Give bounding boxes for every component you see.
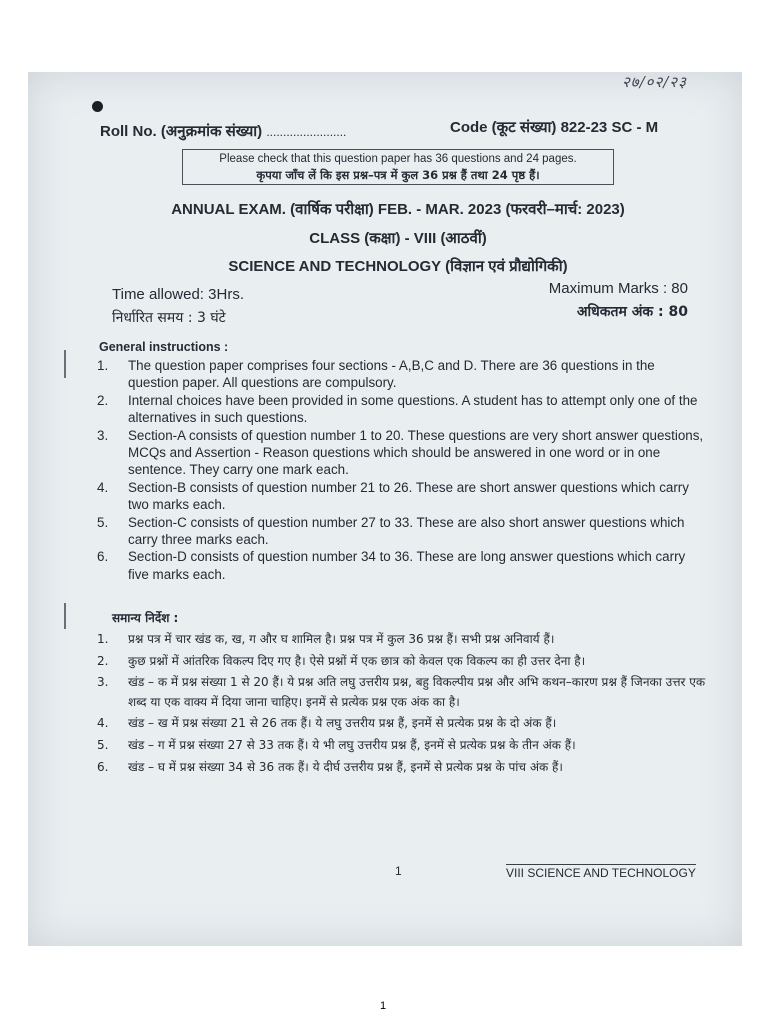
list-item — [97, 736, 709, 756]
list-item — [97, 427, 709, 479]
time-allowed: Time allowed: 3Hrs. — [112, 286, 244, 303]
roll-label-text: Roll No. (अनुक्रमांक संख्या) — [100, 123, 263, 140]
class-title: CLASS (कक्षा) - VIII (आठवीं) — [309, 230, 487, 247]
item-number: 5. — [97, 737, 109, 752]
item-text: Section-A consists of question number 1 to 20. These questions are very short answer questions, MCQs and Assertion - Reason questions which should be answered in one word or in one sentence. They carry one mark each. — [128, 427, 704, 478]
roll-number-blank: ........................ — [266, 125, 347, 139]
list-item — [97, 714, 709, 734]
paper-code: Code (कूट संख्या) 822-23 SC - M — [450, 119, 659, 136]
subject-title: SCIENCE AND TECHNOLOGY (विज्ञान एवं प्रौद्योगिकी) — [228, 258, 568, 275]
exam-title: ANNUAL EXAM. (वार्षिक परीक्षा) FEB. - MAR. 2023 (फरवरी–मार्च: 2023) — [171, 201, 625, 218]
list-item — [97, 514, 709, 549]
item-number: 5. — [97, 514, 109, 530]
general-instructions-list — [97, 357, 709, 583]
item-number: 3. — [97, 675, 109, 690]
item-text: Section-C consists of question number 27 to 33. These are also short answer questions which carry three marks each. — [128, 514, 685, 548]
list-item — [97, 652, 709, 672]
item-text: खंड – क में प्रश्न संख्या 1 से 20 हैं। ये प्रश्न अति लघु उत्तरीय प्रश्न, बहु विकल्पीय प्रश्न और अभि कथन–कारण प्रश्न हैं जिनका उत्तर एक शब्द या एक वाक्य में दिया जाना चाहिए। इनमें से प्रत्येक प्रश्न एक अंक का है। — [128, 675, 706, 709]
list-item — [97, 357, 709, 392]
margin-pen-mark — [64, 603, 66, 629]
list-item — [97, 673, 709, 712]
item-number: 6. — [97, 759, 109, 774]
list-item — [97, 548, 709, 583]
item-number: 2. — [97, 653, 109, 668]
item-number: 1. — [97, 632, 109, 646]
maximum-marks: Maximum Marks : 80 — [548, 280, 688, 297]
item-text: कुछ प्रश्नों में आंतरिक विकल्प दिए गए है। ऐसे प्रश्नों में एक छात्र को केवल एक विकल्प का ही उत्तर देना है। — [128, 653, 586, 668]
item-number: 4. — [97, 479, 109, 495]
footer-subject-label: VIII SCIENCE AND TECHNOLOGY — [506, 866, 696, 880]
item-number: 3. — [97, 427, 109, 443]
list-item — [97, 392, 709, 427]
time-allowed-hindi: निर्धारित समय : 3 घंटे — [112, 310, 226, 326]
list-item — [97, 630, 709, 650]
roll-number-label — [100, 121, 346, 141]
bullet-mark — [92, 101, 103, 112]
general-instructions-heading: General instructions : — [99, 340, 229, 354]
margin-pen-mark — [64, 350, 66, 378]
item-text: The question paper comprises four sections - A,B,C and D. There are 36 questions in the question paper. All questions are compulsory. — [128, 358, 655, 391]
list-item — [97, 479, 709, 514]
item-text: Section-D consists of question number 34 to 36. These are long answer questions which carry five marks each. — [128, 549, 686, 582]
maximum-marks-hindi: अधिकतम अंक : 80 — [576, 304, 688, 320]
notice-english: Please check that this question paper has 36 questions and 24 pages. — [219, 153, 577, 165]
item-text: खंड – घ में प्रश्न संख्या 34 से 36 तक हैं। ये दीर्घ उत्तरीय प्रश्न हैं, इनमें से प्रत्येक प्रश्न के पांच अंक हैं। — [128, 759, 563, 774]
item-number: 2. — [97, 392, 109, 408]
item-text: खंड – ख में प्रश्न संख्या 21 से 26 तक हैं। ये लघु उत्तरीय प्रश्न हैं, इनमें से प्रत्येक प्रश्न के दो अंक हैं। — [128, 716, 557, 731]
hindi-instructions-heading: समान्य निर्देश : — [112, 611, 179, 625]
list-item — [97, 758, 709, 778]
page-number: 1 — [395, 864, 402, 878]
hindi-instructions-list — [97, 630, 709, 779]
handwritten-date: २७/०२/२३ — [622, 73, 687, 91]
item-number: 6. — [97, 549, 109, 565]
page-count-notice — [182, 149, 614, 185]
pdf-page-number: 1 — [380, 1000, 387, 1012]
notice-hindi: कृपया जाँच लें कि इस प्रश्न–पत्र में कुल 36 प्रश्न हैं तथा 24 पृष्ठ हैं। — [256, 168, 540, 182]
item-number: 1. — [97, 358, 109, 373]
item-number: 4. — [97, 716, 109, 731]
item-text: Internal choices have been provided in some questions. A student has to attempt only one of the alternatives in such questions. — [128, 392, 698, 426]
item-text: खंड – ग में प्रश्न संख्या 27 से 33 तक हैं। ये भी लघु उत्तरीय प्रश्न हैं, इनमें से प्रत्येक प्रश्न के तीन अंक हैं। — [128, 737, 576, 752]
item-text: Section-B consists of question number 21 to 26. These are short answer questions which carry two marks each. — [128, 479, 689, 513]
item-text: प्रश्न पत्र में चार खंड क, ख, ग और घ शामिल है। प्रश्न पत्र में कुल 36 प्रश्न हैं। सभी प्रश्न अनिवार्य हैं। — [128, 632, 555, 646]
